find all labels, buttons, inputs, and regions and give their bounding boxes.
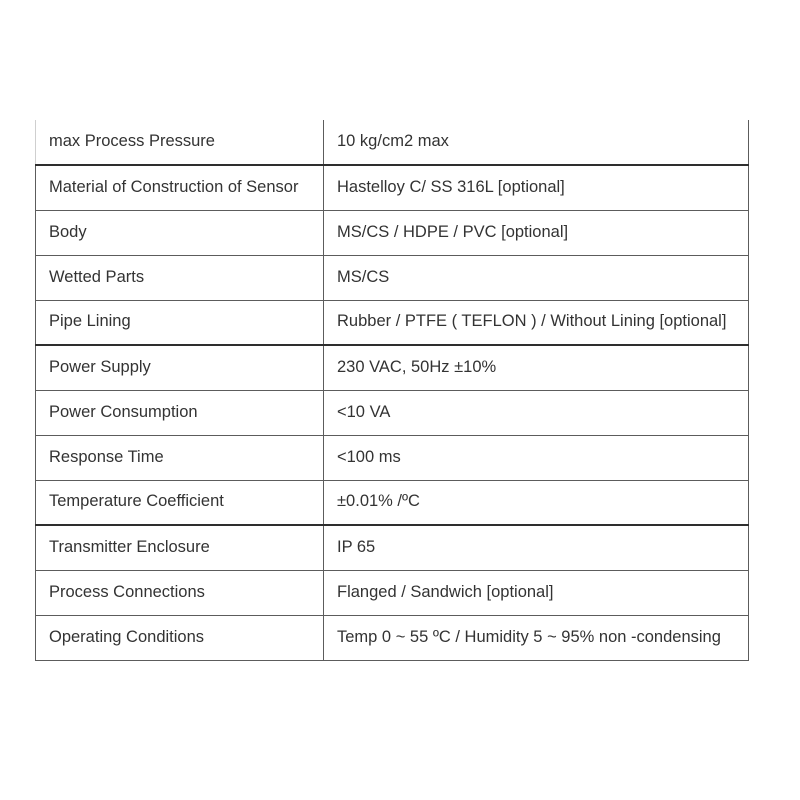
table-row: [36, 120, 749, 165]
table-row: [36, 615, 749, 660]
spec-label: Power Consumption: [36, 390, 324, 435]
spec-value: ±0.01% /ºC: [324, 480, 749, 525]
table-row: [36, 570, 749, 615]
spec-value: 230 VAC, 50Hz ±10%: [324, 345, 749, 390]
specifications-table: [35, 120, 749, 661]
table-row: [36, 345, 749, 390]
spec-label: Wetted Parts: [36, 255, 324, 300]
spec-label: Process Connections: [36, 570, 324, 615]
spec-label: Operating Conditions: [36, 615, 324, 660]
table-row: [36, 390, 749, 435]
table-row: [36, 435, 749, 480]
spec-value: 10 kg/cm2 max: [324, 120, 749, 165]
spec-value: <100 ms: [324, 435, 749, 480]
spec-label: Transmitter Enclosure: [36, 525, 324, 570]
spec-label: Temperature Coefficient: [36, 480, 324, 525]
spec-label: max Process Pressure: [36, 120, 324, 165]
table-row: [36, 255, 749, 300]
spec-label: Power Supply: [36, 345, 324, 390]
spec-value: Rubber / PTFE ( TEFLON ) / Without Lining [optional]: [324, 300, 749, 345]
spec-value: IP 65: [324, 525, 749, 570]
spec-label: Body: [36, 210, 324, 255]
spec-label: Response Time: [36, 435, 324, 480]
table-row: [36, 300, 749, 345]
table-row: [36, 165, 749, 210]
table-row: [36, 210, 749, 255]
table-row: [36, 525, 749, 570]
spec-value: Hastelloy C/ SS 316L [optional]: [324, 165, 749, 210]
spec-value: MS/CS / HDPE / PVC [optional]: [324, 210, 749, 255]
table-row: [36, 480, 749, 525]
spec-value: Flanged / Sandwich [optional]: [324, 570, 749, 615]
spec-label: Pipe Lining: [36, 300, 324, 345]
spec-value: Temp 0 ~ 55 ºC / Humidity 5 ~ 95% non -condensing: [324, 615, 749, 660]
spec-value: MS/CS: [324, 255, 749, 300]
spec-value: <10 VA: [324, 390, 749, 435]
spec-label: Material of Construction of Sensor: [36, 165, 324, 210]
